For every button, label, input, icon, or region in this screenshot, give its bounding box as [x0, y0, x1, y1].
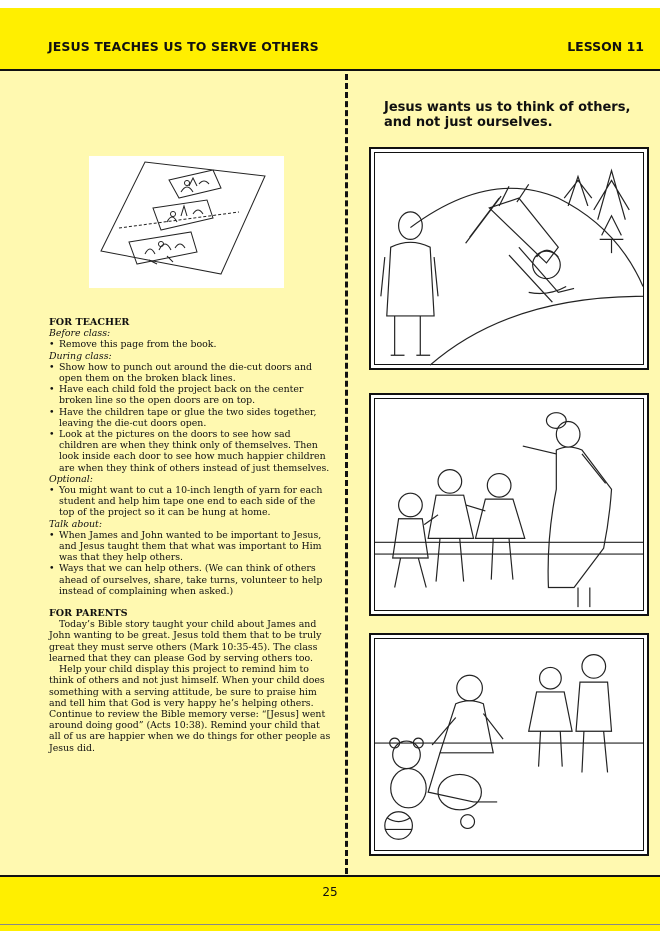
list-item: • Show how to punch out around the die-cut doors and open them on the broken black lines. — [49, 362, 331, 384]
project-thumbnail — [89, 156, 284, 288]
parents-paragraph: Help your child display this project to remind him to think of others and not just himself. When your child does something with a serving attitude, be sure to praise him and tell him that God is very happy he’s helping others. Continue to review the Bible memory verse: “[Jesus] went around doing good” (Acts 10:38). Remind your child that all of us are happier when we do things for other people as Jesus did. — [49, 664, 331, 754]
list-item: • Have the children tape or glue the two sides together, leaving the die-cut doors open. — [49, 407, 331, 429]
tagline — [384, 100, 654, 130]
page-header — [0, 8, 660, 71]
parents-section — [49, 608, 331, 754]
during-class-list — [49, 362, 331, 474]
tagline-line: and not just ourselves. — [384, 115, 553, 130]
during-class-label: During class: — [49, 350, 112, 362]
instructions — [49, 317, 331, 754]
page — [0, 8, 660, 931]
parents-heading: FOR PARENTS — [49, 608, 128, 620]
list-item: • Have each child fold the project back on the center broken line so the open doors are on top. — [49, 384, 331, 406]
lesson-number: LESSON 11 — [567, 39, 644, 54]
talk-about-label: Talk about: — [49, 518, 102, 530]
line-cutting-scene-panel — [369, 393, 649, 616]
before-class-label: Before class: — [49, 328, 111, 340]
tagline-line: Jesus wants us to think of others, — [384, 100, 631, 115]
page-footer — [0, 875, 660, 931]
optional-list — [49, 485, 331, 519]
optional-label: Optional: — [49, 473, 93, 485]
lesson-title: JESUS TEACHES US TO SERVE OTHERS — [48, 39, 319, 54]
list-item: • Remove this page from the book. — [49, 339, 331, 350]
project-thumbnail-drawing — [89, 156, 284, 288]
sledding-scene-drawing — [371, 149, 647, 368]
center-fold-line — [345, 74, 348, 874]
line-cutting-scene-drawing — [371, 395, 647, 614]
toy-sharing-scene-panel — [369, 633, 649, 856]
teacher-heading: FOR TEACHER — [49, 317, 130, 328]
page-number: 25 — [322, 885, 338, 899]
list-item: • Look at the pictures on the doors to see how sad children are when they think only of themselves. Then look inside each door to see how much happier children are when they think of others instead of just themselves. — [49, 429, 331, 474]
footer-rule — [0, 924, 660, 925]
toy-sharing-scene-drawing — [371, 635, 647, 854]
list-item: • When James and John wanted to be important to Jesus, and Jesus taught them that what was important to Him was that they help others. — [49, 530, 331, 564]
before-class-list — [49, 339, 331, 350]
list-item: • Ways that we can help others. (We can think of others ahead of ourselves, share, take turns, volunteer to help instead of complaining when asked.) — [49, 563, 331, 597]
talk-about-list — [49, 530, 331, 597]
sledding-scene-panel — [369, 147, 649, 370]
parents-paragraph: Today’s Bible story taught your child about James and John wanting to be great. Jesus told them that to be truly great they must serve others (Mark 10:35-45). The class learned that they can please God by serving others too. — [49, 619, 322, 664]
list-item: • You might want to cut a 10-inch length of yarn for each student and help him tape one end to each side of the top of the project so it can be hung at home. — [49, 485, 331, 519]
